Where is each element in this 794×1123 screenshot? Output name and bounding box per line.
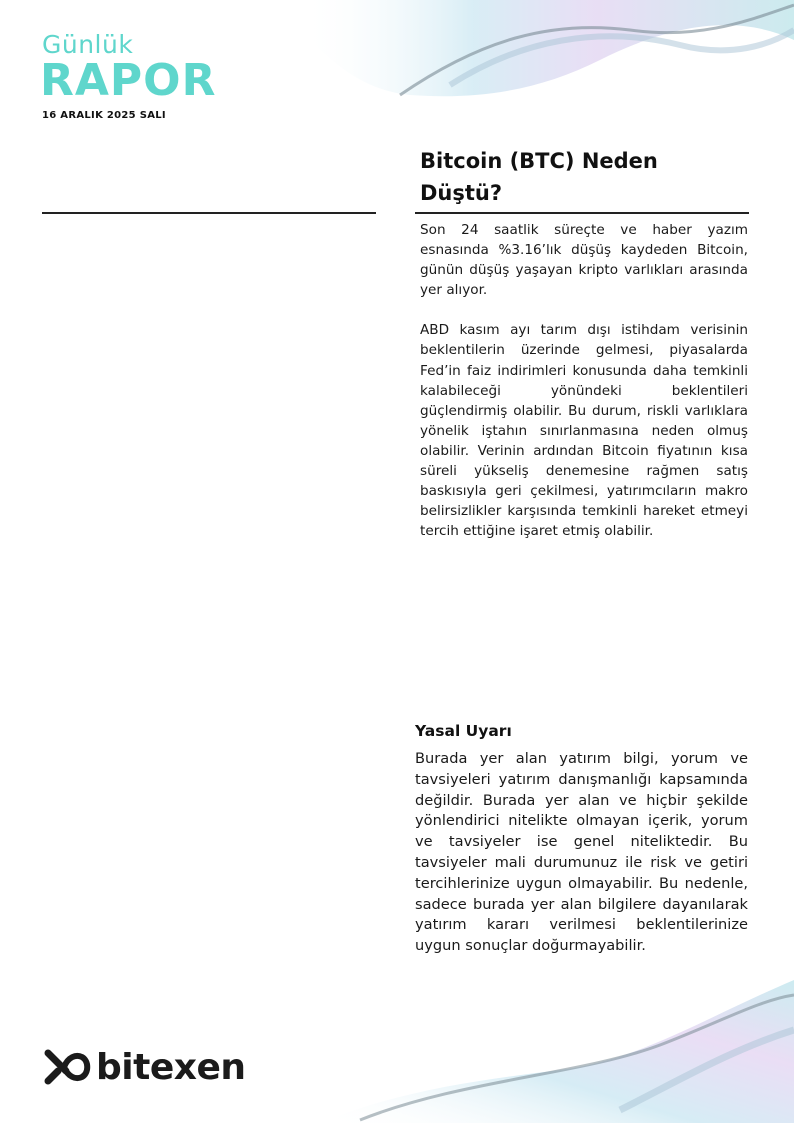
report-title-large: RAPOR: [40, 55, 217, 106]
decorative-glass-wave-bottom: [320, 960, 794, 1123]
article-title: Bitcoin (BTC) Neden Düştü?: [420, 149, 658, 205]
article-paragraph: Son 24 saatlik süreçte ve haber yazım esnasında %3.16’lık düşüş kaydeden Bitcoin, günün düşüş yaşayan kripto varlıkları arasında yer alıyor.: [420, 222, 748, 299]
divider-left: [42, 212, 376, 214]
bitexen-logo: [42, 1045, 246, 1089]
divider-right: [415, 212, 749, 214]
report-title-small: Günlük: [42, 30, 134, 59]
legal-disclaimer-title: Yasal Uyarı: [415, 722, 512, 740]
decorative-glass-wave-top: [300, 0, 794, 110]
bitexen-logo-text: bitexen: [96, 1046, 246, 1088]
bitexen-logo-icon: [42, 1045, 92, 1089]
report-date: 16 ARALIK 2025 SALI: [42, 110, 166, 121]
article-paragraph: ABD kasım ayı tarım dışı istihdam verisinin beklentilerin üzerinde gelmesi, piyasalarda Fed’in faiz indirimleri konusunda daha temkinli kalabileceği yönündeki beklentileri güçlendirmiş olabilir. Bu durum, riskli varlıklara yönelik iştahın sınırlanmasına neden olmuş olabilir. Verinin ardından Bitcoin fiyatının kısa süreli yükseliş denemesine rağmen satış baskısıyla geri çekilmesi, yatırımcıların makro belirsizlikler karşısında temkinli hareket etmeyi tercih ettiğine işaret etmiş olabilir.: [420, 322, 748, 540]
legal-disclaimer-text: Burada yer alan yatırım bilgi, yorum ve tavsiyeleri yatırım danışmanlığı kapsamında değildir. Burada yer alan ve hiçbir şekilde yönlendirici nitelikte olmayan içerik, yorum ve tavsiyeler ise genel niteliktedir. Bu tavsiyeler mali durumunuz ile risk ve getiri tercihlerinize uygun olmayabilir. Bu nedenle, sadece burada yer alan bilgilere dayanılarak yatırım kararı verilmesi beklentilerinize uygun sonuçlar doğurmayabilir.: [415, 750, 748, 955]
article-body: [420, 220, 748, 561]
